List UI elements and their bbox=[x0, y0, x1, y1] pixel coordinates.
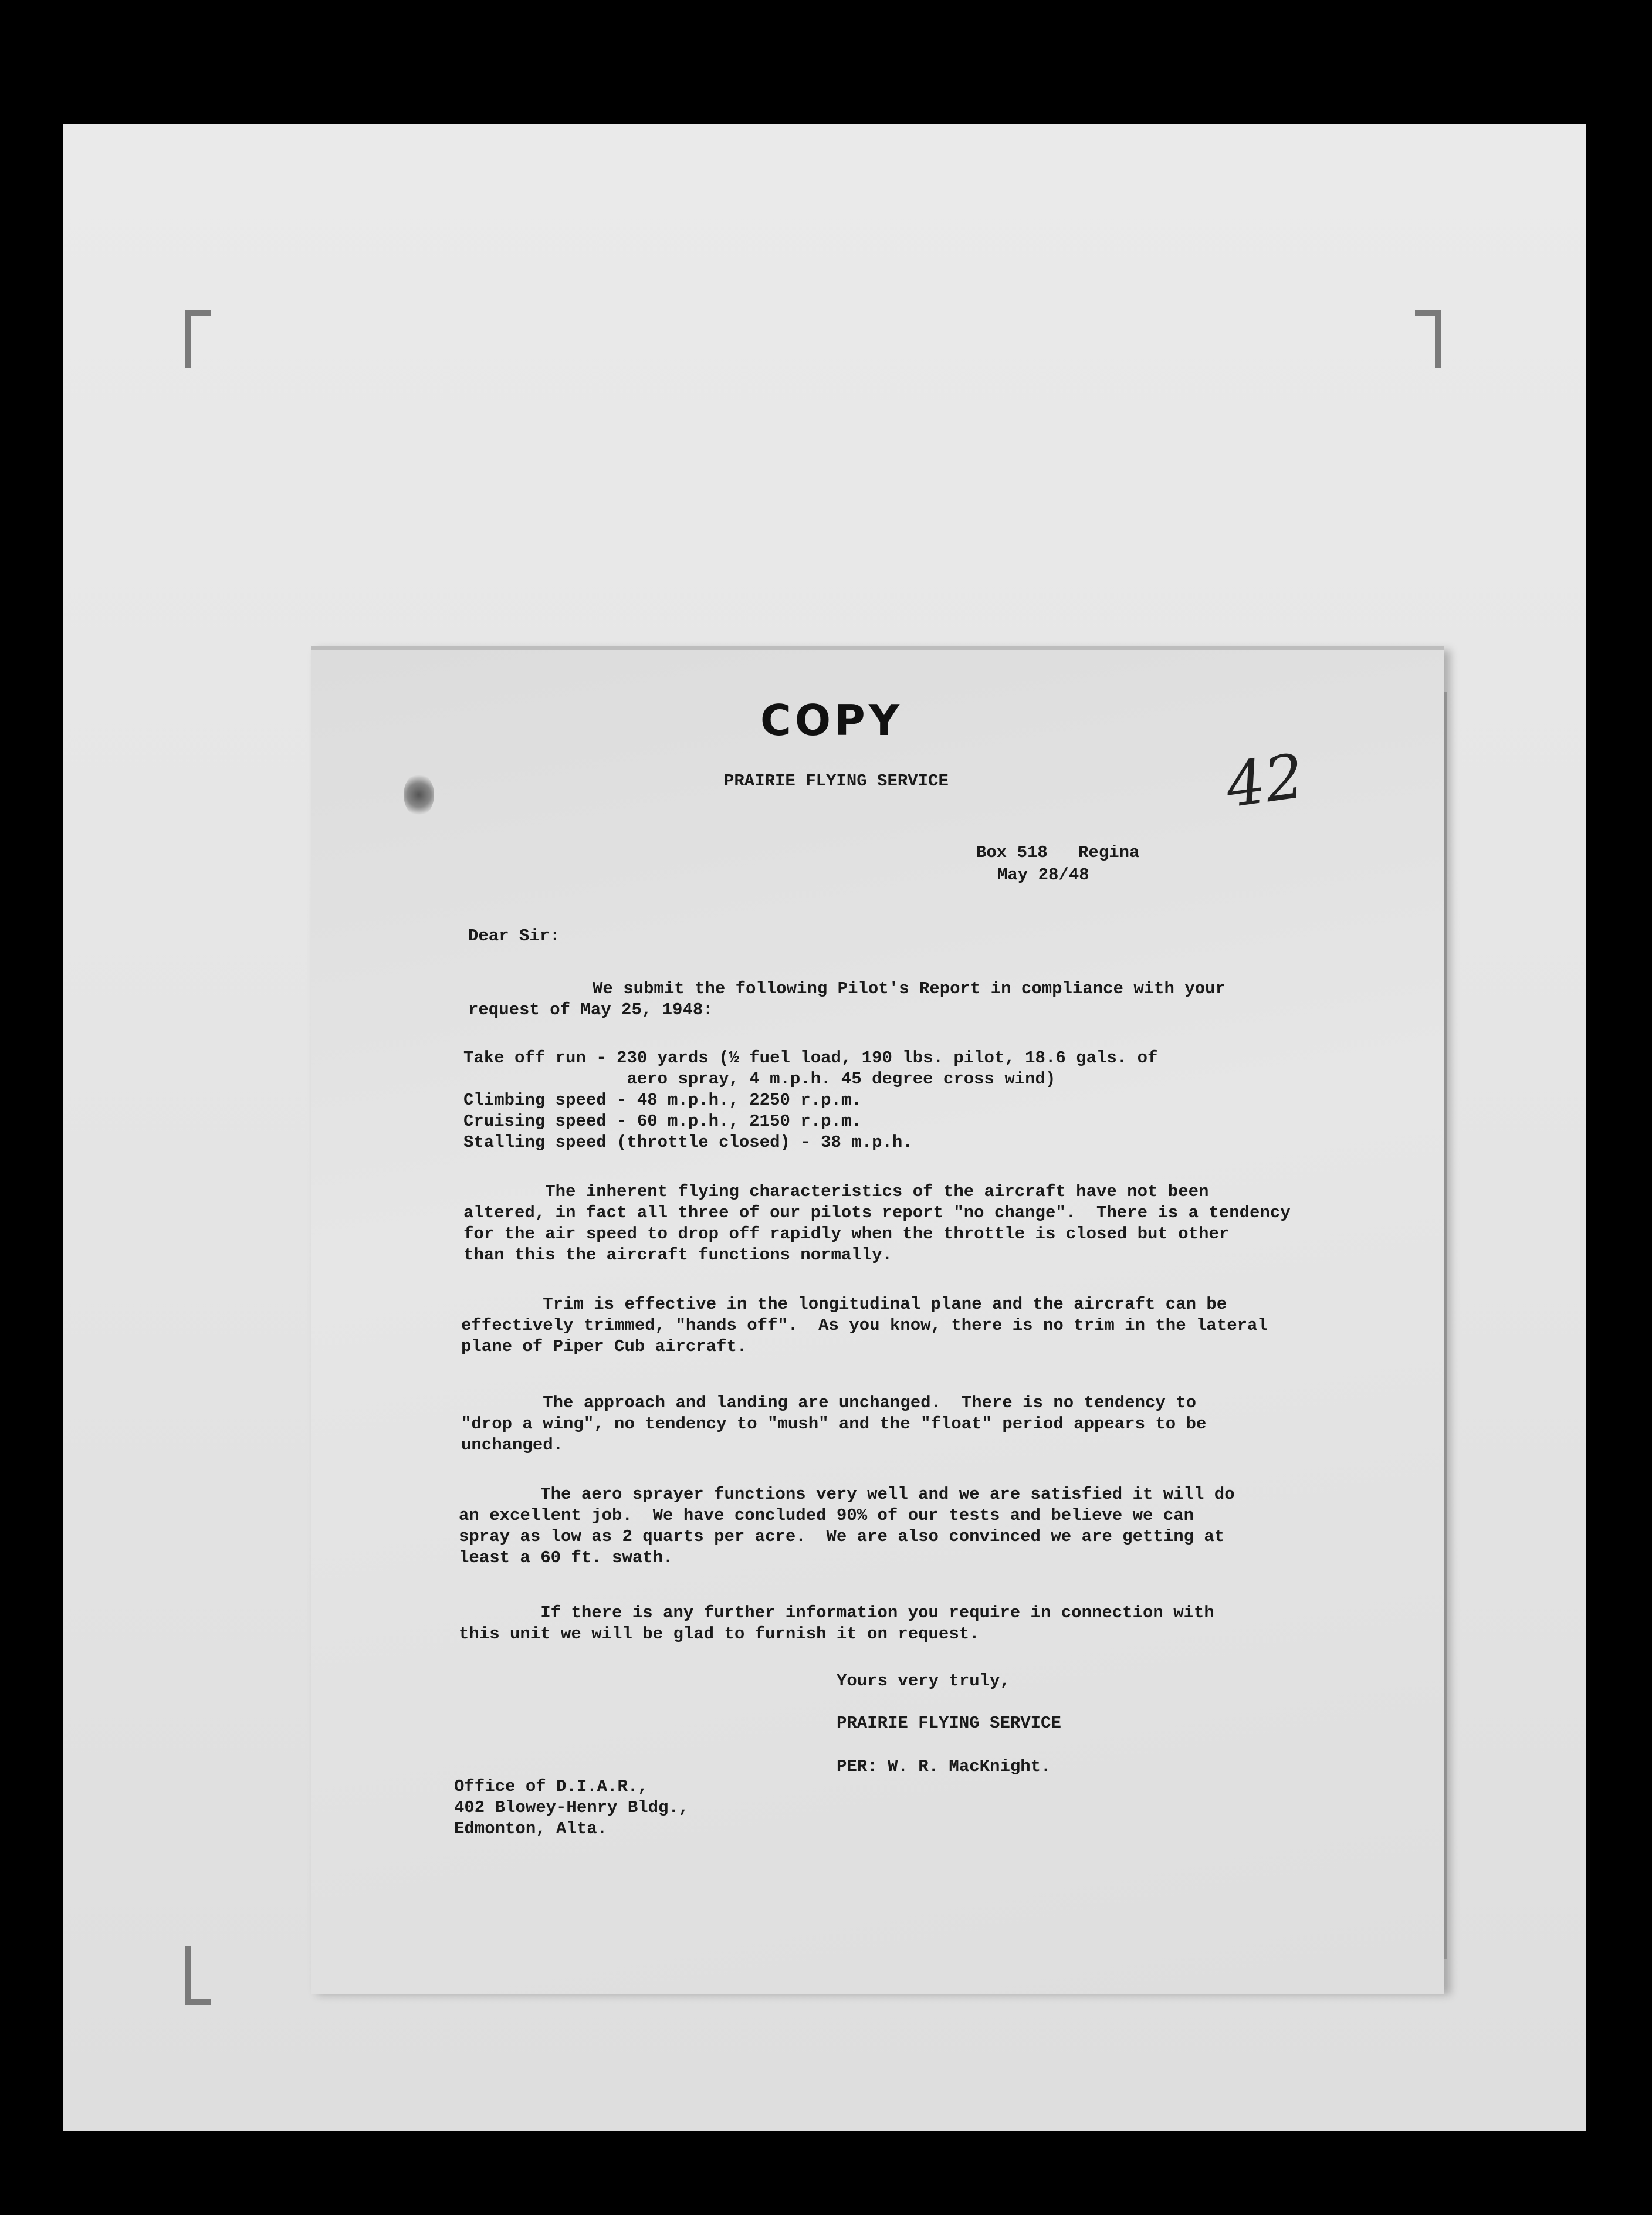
paragraph-line: least a 60 ft. swath. bbox=[459, 1548, 673, 1567]
paragraph-line: The approach and landing are unchanged. There is no tendency to bbox=[461, 1393, 1197, 1413]
paragraph-line: effectively trimmed, "hands off". As you know, there is no trim in the lateral bbox=[461, 1316, 1268, 1335]
paragraph-line: If there is any further information you require in connection with bbox=[459, 1603, 1214, 1623]
paragraph-line: for the air speed to drop off rapidly when the throttle is closed but other bbox=[463, 1224, 1230, 1244]
intro-line-1: We submit the following Pilot's Report in compliance with your bbox=[593, 979, 1226, 998]
crop-mark-bottom-left bbox=[185, 1946, 211, 2005]
sender-date: May 28/48 bbox=[997, 865, 1089, 885]
spec-takeoff-cont: aero spray, 4 m.p.h. 45 degree cross wind) bbox=[463, 1069, 1056, 1089]
salutation: Dear Sir: bbox=[468, 926, 560, 946]
spec-climbing: Climbing speed - 48 m.p.h., 2250 r.p.m. bbox=[463, 1090, 862, 1110]
crop-mark-top-left bbox=[185, 310, 211, 368]
sender-address-line1: Box 518 Regina bbox=[976, 843, 1140, 862]
letterhead: PRAIRIE FLYING SERVICE bbox=[724, 771, 949, 791]
paragraph-line: than this the aircraft functions normally. bbox=[463, 1245, 892, 1265]
spec-cruising: Cruising speed - 60 m.p.h., 2150 r.p.m. bbox=[463, 1112, 862, 1131]
paragraph-line: Trim is effective in the longitudinal plane and the aircraft can be bbox=[461, 1295, 1227, 1314]
recipient-line-3: Edmonton, Alta. bbox=[454, 1819, 608, 1838]
crop-mark-top-right bbox=[1415, 310, 1441, 368]
paragraph-line: an excellent job. We have concluded 90% of our tests and believe we can bbox=[459, 1506, 1194, 1525]
copy-stamp: COPY bbox=[760, 696, 903, 745]
paragraph-line: spray as low as 2 quarts per acre. We are also convinced we are getting at bbox=[459, 1527, 1225, 1546]
paragraph-line: altered, in fact all three of our pilots report "no change". There is a tendency bbox=[463, 1203, 1291, 1222]
paragraph-line: unchanged. bbox=[461, 1435, 564, 1455]
paragraph-line: The aero sprayer functions very well and we are satisfied it will do bbox=[459, 1485, 1235, 1504]
signature-company: PRAIRIE FLYING SERVICE bbox=[837, 1713, 1061, 1733]
ink-smudge bbox=[404, 773, 434, 817]
paragraph-line: this unit we will be glad to furnish it on request. bbox=[459, 1624, 980, 1644]
recipient-line-2: 402 Blowey-Henry Bldg., bbox=[454, 1798, 689, 1817]
paragraph-line: "drop a wing", no tendency to "mush" and the "float" period appears to be bbox=[461, 1414, 1207, 1434]
paragraph-line: The inherent flying characteristics of the aircraft have not been bbox=[463, 1182, 1209, 1201]
closing: Yours very truly, bbox=[837, 1671, 1010, 1691]
spec-stalling: Stalling speed (throttle closed) - 38 m.p.h. bbox=[463, 1133, 913, 1152]
intro-line-2: request of May 25, 1948: bbox=[468, 1000, 713, 1020]
handwritten-page-number: 42 bbox=[1221, 740, 1309, 822]
signature: PER: W. R. MacKnight. bbox=[837, 1757, 1051, 1776]
recipient-line-1: Office of D.I.A.R., bbox=[454, 1777, 648, 1796]
spec-takeoff: Take off run - 230 yards (½ fuel load, 190 lbs. pilot, 18.6 gals. of bbox=[463, 1048, 1158, 1068]
paragraph-line: plane of Piper Cub aircraft. bbox=[461, 1337, 747, 1356]
